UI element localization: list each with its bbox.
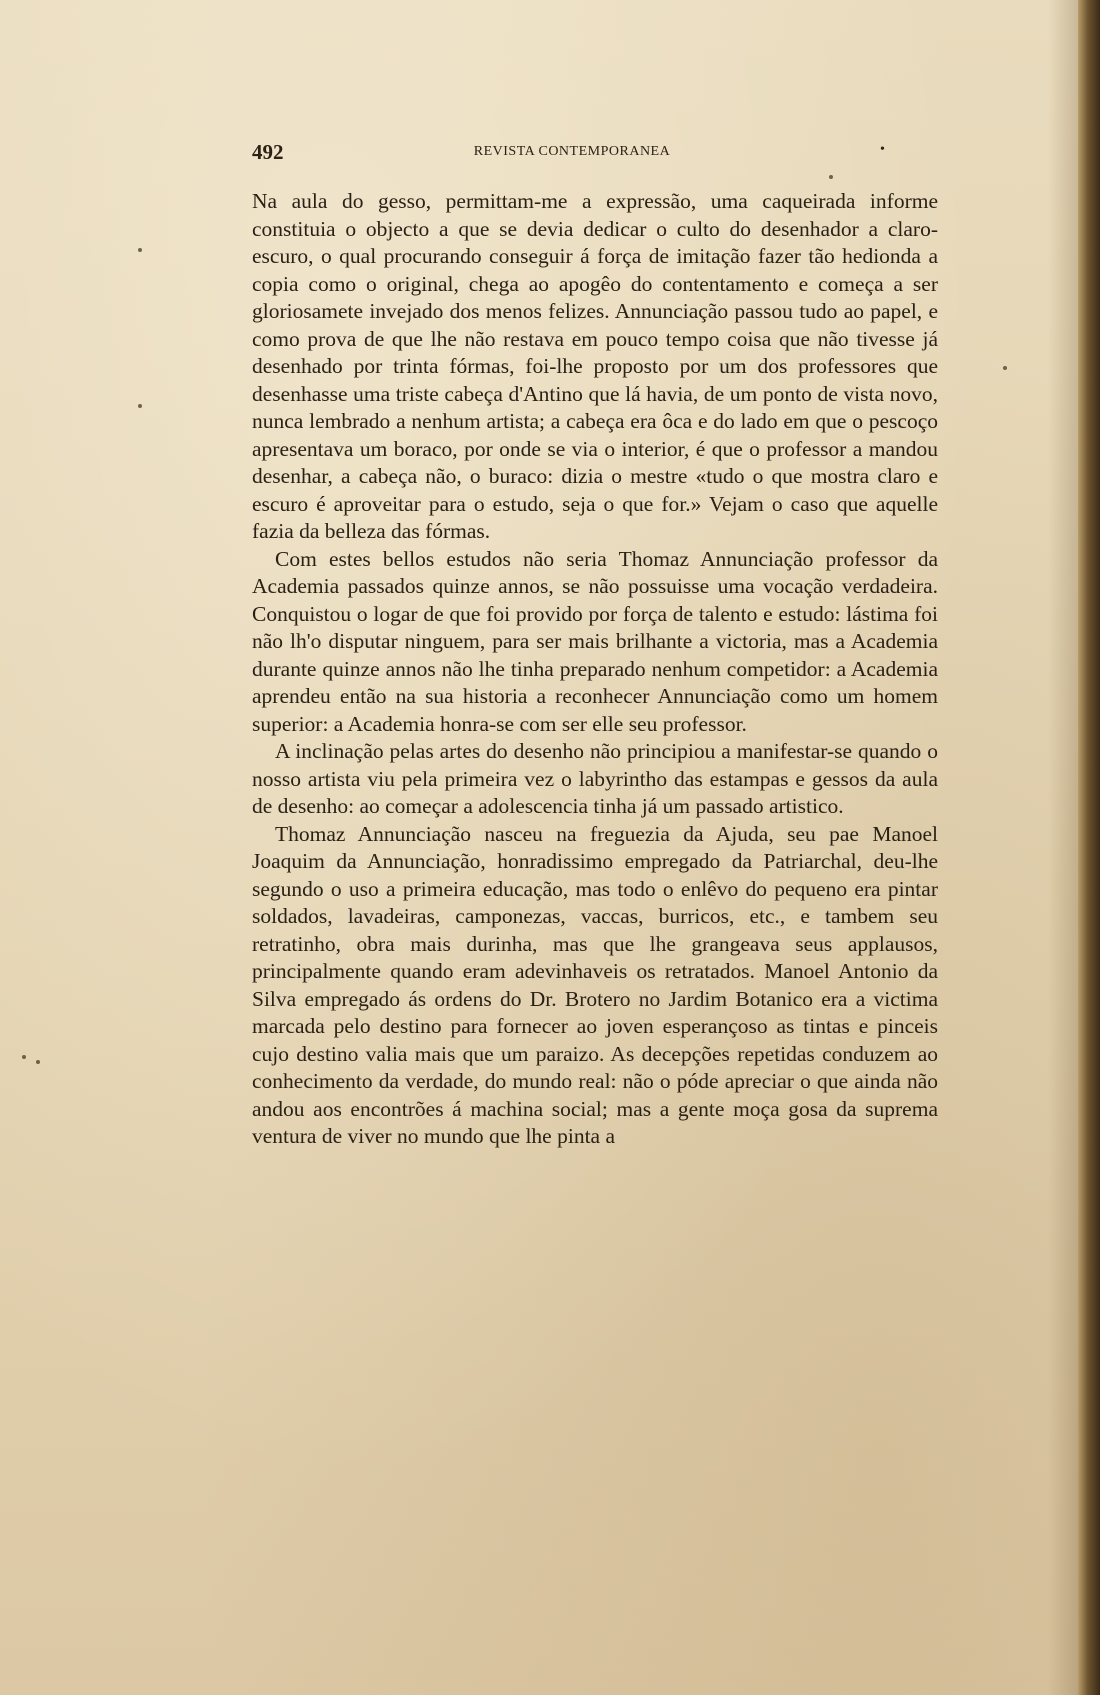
article-body [252,188,938,1151]
header-mark: • [880,142,885,157]
ink-speck [1003,366,1007,370]
running-title: REVISTA CONTEMPORANEA [473,144,671,159]
ink-speck [22,1055,26,1059]
paragraph: Na aula do gesso, permittam-me a expressão, uma caqueirada informe constituia o objecto a que se devia dedicar o culto do desenhador a claro-escuro, o qual procurando conseguir á força de imitação fazer tão hedionda a copia como o original, chega ao apogêo do contentamento e começa a ser gloriosamete invejado dos menos felizes. Annunciação passou tudo ao papel, e como prova de que lhe não restava em pouco tempo coisa que não tivesse já desenhado por trinta fórmas, foi-lhe proposto por um dos professores que desenhasse uma triste cabeça d'Antino que lá havia, de um ponto de vista novo, nunca lembrado a nenhum artista; a cabeça era ôca e do lado em que o pescoço apresentava um boraco, por onde se via o interior, é que o professor a mandou desenhar, a cabeça não, o buraco: dizia o mestre «tudo o que mostra claro e escuro é aproveitar para o estudo, seja o que for.» Vejam o caso que aquelle fazia da belleza das fórmas. [252,189,938,543]
ink-speck [138,404,142,408]
ink-speck [138,248,142,252]
paragraph: Com estes bellos estudos não seria Thomaz Annunciação professor da Academia passados quinze annos, se não possuisse uma vocação verdadeira. Conquistou o logar de que foi provido por força de talento e estudo: lástima foi não lh'o disputar ninguem, para ser mais brilhante a victoria, mas a Academia durante quinze annos não lhe tinha preparado nenhum competidor: a Academia aprendeu então na sua historia a reconhecer Annunciação como um homem superior: a Academia honra-se com ser elle seu professor. [252,546,938,736]
book-binding-edge [1078,0,1100,1695]
page-number: 492 [252,140,284,164]
paragraph: A inclinação pelas artes do desenho não principiou a manifestar-se quando o nosso artista viu pela primeira vez o labyrintho das estampas e gessos da aula de desenho: ao começar a adolescencia tinha já um passado artistico. [252,739,938,818]
binding-shadow [1048,0,1078,1695]
paragraph: Thomaz Annunciação nasceu na freguezia da Ajuda, seu pae Manoel Joaquim da Annunciação, honradissimo empregado da Patriarchal, deu-lhe segundo o uso a primeira educação, mas todo o enlêvo do pequeno era pintar soldados, lavadeiras, camponezas, vaccas, burricos, etc., e tambem seu retratinho, obra mais durinha, mas que lhe grangeava seus applausos, principalmente quando eram adevinhaveis os retratados. Manoel Antonio da Silva empregado ás ordens do Dr. Brotero no Jardim Botanico era a victima marcada pelo destino para fornecer ao joven esperançoso as tintas e pinceis cujo destino valia mais que um paraizo. As decepções repetidas conduzem ao conhecimento da verdade, do mundo real: não o póde apreciar o que ainda não andou aos encontrões á machina social; mas a gente moça gosa da suprema ventura de viver no mundo que lhe pinta a [252,821,938,1148]
page-header [252,140,892,170]
ink-speck [829,175,833,179]
ink-speck [36,1060,40,1064]
